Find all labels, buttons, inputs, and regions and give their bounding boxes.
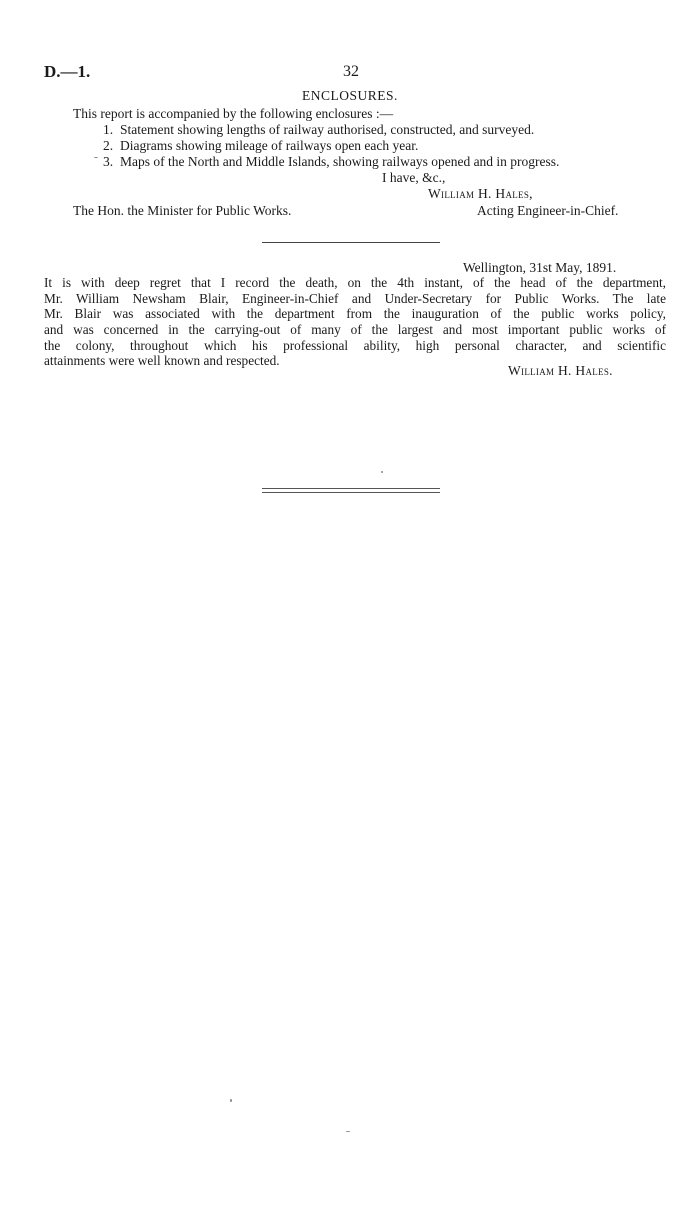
memorial-paragraph (44, 275, 666, 369)
page-number: 32 (343, 63, 359, 80)
signature: William H. Hales, (428, 186, 533, 201)
enclosures-heading: ENCLOSURES. (302, 88, 398, 103)
section-divider (262, 242, 440, 243)
paragraph-line: and was concerned in the carrying-out of many of the largest and most important public works of (44, 322, 666, 338)
paper-speck (346, 1131, 350, 1132)
enclosure-text: Maps of the North and Middle Islands, showing railways opened and in progress. (120, 154, 560, 169)
paper-speck (230, 1099, 232, 1102)
enclosures-intro: This report is accompanied by the following enclosures :— (73, 106, 394, 121)
enclosure-number: 3. (103, 154, 114, 169)
paragraph-line: It is with deep regret that I record the death, on the 4th instant, of the head of the department, (44, 275, 666, 290)
enclosure-text: Statement showing lengths of railway authorised, constructed, and surveyed. (120, 122, 535, 137)
enclosure-item (103, 122, 534, 138)
enclosure-number: 2. (103, 138, 114, 153)
paragraph-line: the colony, throughout which his professional ability, high personal character, and scientific (44, 337, 666, 353)
paragraph-line: Mr. Blair was associated with the department from the inauguration of the public works policy, (44, 306, 666, 322)
enclosure-number: 1. (103, 122, 114, 137)
letter-closing: I have, &c., (382, 170, 446, 185)
end-divider (262, 488, 440, 493)
enclosure-item (103, 138, 418, 154)
paper-speck (94, 157, 98, 158)
paper-speck (381, 471, 383, 473)
signature: William H. Hales. (508, 363, 613, 378)
signatory-title: Acting Engineer-in-Chief. (477, 203, 619, 218)
enclosure-item (103, 154, 559, 170)
paragraph-line: Mr. William Newsham Blair, Engineer-in-Chief and Under-Secretary for Public Works. The late (44, 290, 666, 306)
paragraph-line: attainments were well known and respected. (44, 353, 280, 369)
document-reference: D.—1. (44, 62, 91, 81)
dateline: Wellington, 31st May, 1891. (463, 260, 617, 275)
addressee: The Hon. the Minister for Public Works. (73, 203, 292, 218)
enclosure-text: Diagrams showing mileage of railways open each year. (120, 138, 419, 153)
